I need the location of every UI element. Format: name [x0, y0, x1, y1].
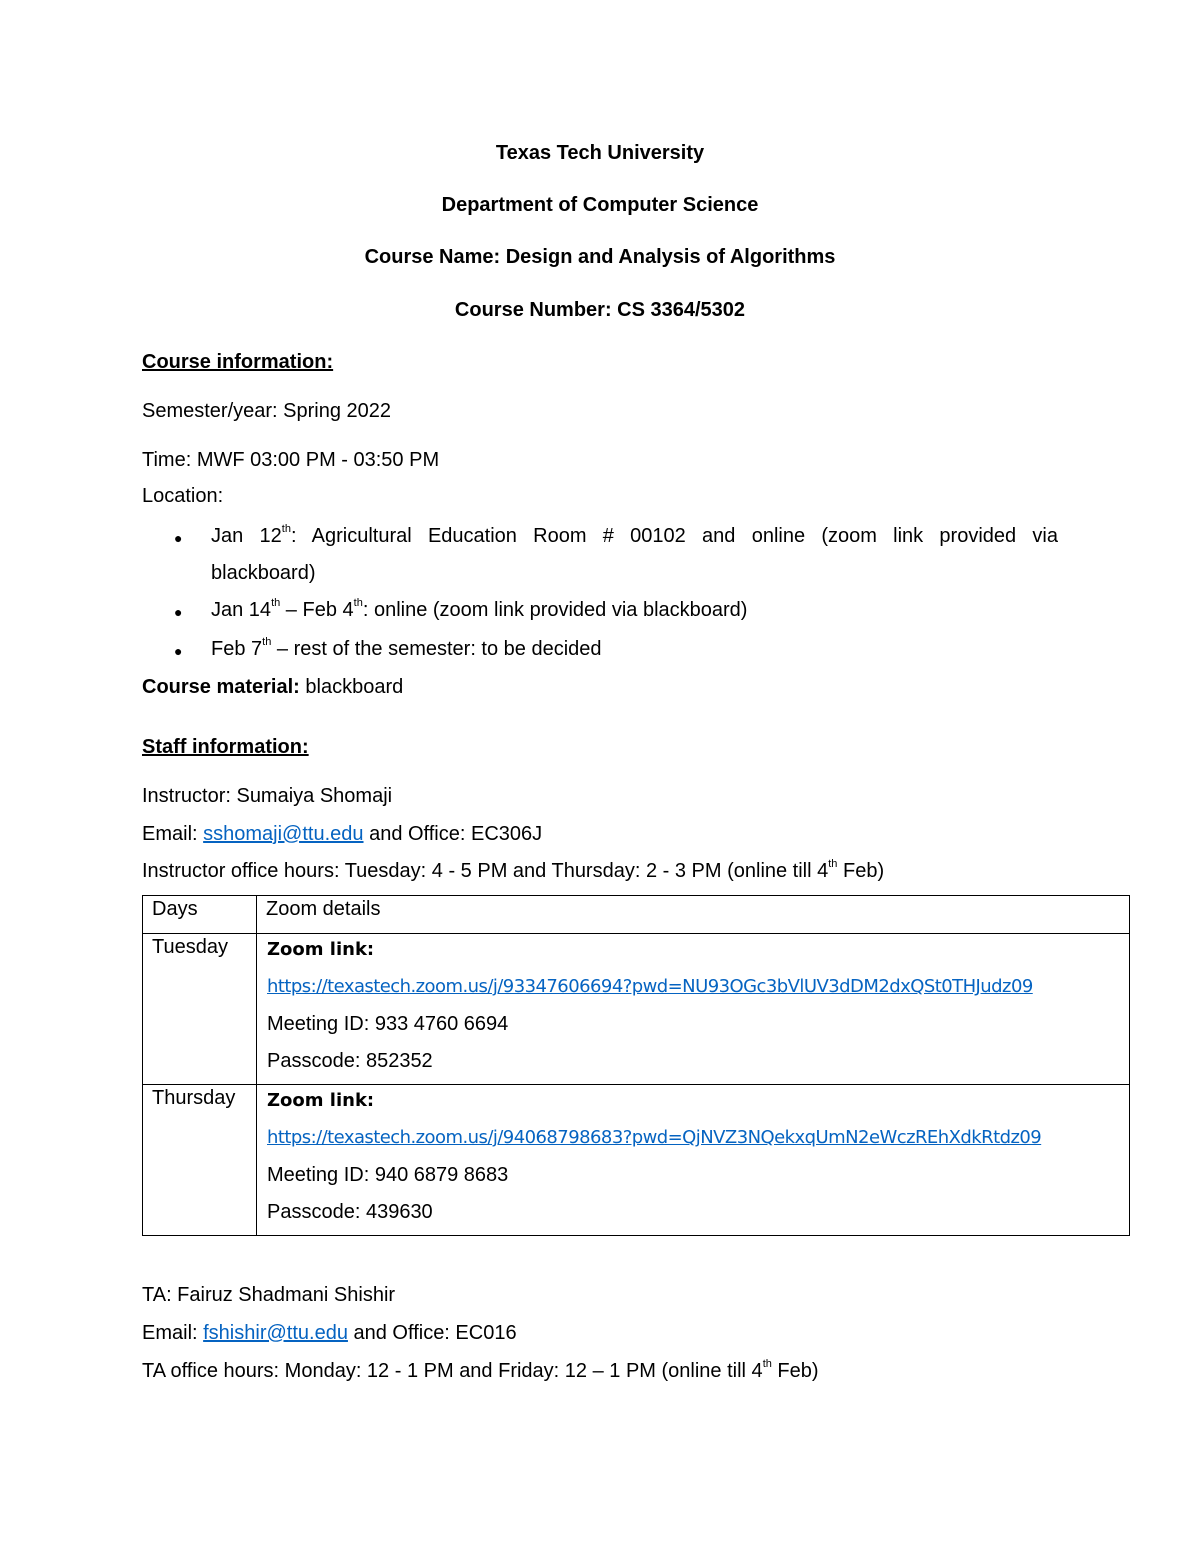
header-zoom-details: Zoom details — [257, 896, 1130, 934]
location-item-3: Feb 7th – rest of the semester: to be decided — [211, 636, 602, 660]
location-label: Location: — [142, 485, 224, 507]
passcode: Passcode: 852352 — [267, 1050, 433, 1072]
zoom-url-link[interactable]: https://texastech.zoom.us/j/93347606694?pwd=NU93OGc3bVlUV3dDM2dxQSt0THJudz09 — [267, 976, 1033, 997]
zoom-table — [142, 895, 1130, 1236]
zoom-link-label: Zoom link: — [267, 939, 375, 960]
meeting-id: Meeting ID: 940 6879 8683 — [267, 1164, 509, 1186]
course-name: Course Name: Design and Analysis of Algorithms — [364, 246, 836, 268]
bullet-icon: ● — [174, 604, 183, 620]
day-cell: Tuesday — [143, 934, 257, 1085]
course-info-heading: Course information: — [142, 351, 334, 373]
university-title: Texas Tech University — [495, 142, 705, 164]
location-item-1-cont: blackboard) — [211, 562, 316, 584]
zoom-url-link[interactable]: https://texastech.zoom.us/j/94068798683?pwd=QjNVZ3NQekxqUmN2eWczREhXdkRtdz09 — [267, 1127, 1042, 1148]
course-number: Course Number: CS 3364/5302 — [454, 299, 746, 321]
passcode: Passcode: 439630 — [267, 1201, 433, 1223]
day-cell: Thursday — [143, 1085, 257, 1236]
zoom-link-label: Zoom link: — [267, 1090, 375, 1111]
bullet-icon: ● — [174, 530, 183, 546]
staff-info-heading: Staff information: — [142, 736, 309, 758]
instructor-email-line: Email: sshomaji@ttu.edu and Office: EC306J — [142, 823, 543, 845]
location-item-2: Jan 14th – Feb 4th: online (zoom link provided via blackboard) — [211, 597, 748, 621]
instructor-email-link[interactable]: sshomaji@ttu.edu — [203, 823, 364, 845]
time-line: Time: MWF 03:00 PM - 03:50 PM — [142, 449, 440, 471]
location-item-1: Jan 12th: Agricultural Education Room # 00102 and online (zoom link provided via — [211, 523, 1058, 547]
zoom-details-cell — [257, 1085, 1130, 1236]
ta-line: TA: Fairuz Shadmani Shishir — [142, 1284, 396, 1306]
header-days: Days — [143, 896, 257, 934]
ta-office-hours: TA office hours: Monday: 12 - 1 PM and Friday: 12 – 1 PM (online till 4th Feb) — [142, 1358, 819, 1382]
semester-line: Semester/year: Spring 2022 — [142, 400, 392, 422]
instructor-office-hours: Instructor office hours: Tuesday: 4 - 5 PM and Thursday: 2 - 3 PM (online till 4th Feb) — [142, 858, 885, 882]
table-row — [143, 1085, 1130, 1236]
meeting-id: Meeting ID: 933 4760 6694 — [267, 1013, 509, 1035]
ta-email-link[interactable]: fshishir@ttu.edu — [203, 1322, 348, 1344]
ta-email-line: Email: fshishir@ttu.edu and Office: EC016 — [142, 1322, 517, 1344]
department-title: Department of Computer Science — [441, 194, 759, 216]
course-material-line: Course material: blackboard — [142, 676, 404, 698]
table-header-row — [143, 896, 1130, 934]
instructor-line: Instructor: Sumaiya Shomaji — [142, 785, 393, 807]
table-row — [143, 934, 1130, 1085]
bullet-icon: ● — [174, 643, 183, 659]
zoom-details-cell — [257, 934, 1130, 1085]
